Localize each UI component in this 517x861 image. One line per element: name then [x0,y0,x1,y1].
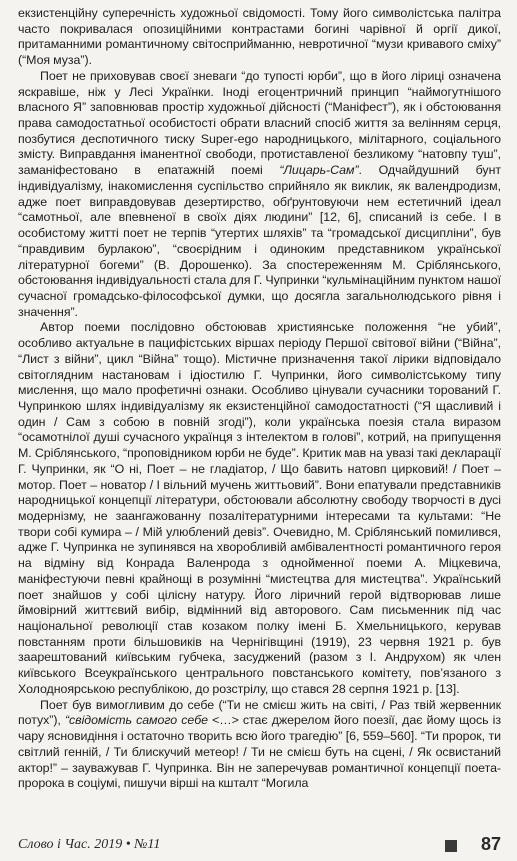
paragraph-4 [18,698,501,792]
square-marker-icon [445,840,457,852]
quote-svidomist: “свідомість самого себе [64,713,208,728]
paragraph-4-text-b: <…> стає джерелом його поезії, дає йому щось із чару ясновидіння і остаточно творить всю його трагедію” [6, 559–560]. “Ти пророк, ти світлий генній, / Ти блискучий метеор! / Ти не смієш буть на сцені, / Як освистаний актор!” – зауважував Г. Чупринка. Він не заперечував романтичної концепції поета-пророка в соціумі, пишучи вірші на кшталт “Могила [18,713,501,791]
paragraph-2-text-b: . Одчайдушний бунт індивідуалізму, інакомислення суспільство сприйняло як виклик, як валендродизм, адже поет виправдовував дезертирство, обґрунтовуючи нем естетичний ідеал “самотньої, але впевненої в своїх діях людини” [12, 6], списаний із себе. І в особистому житті поет не терпів “утертих шляхів” та “громадської дисципліни”, був “правдивим бурлакою”, “своєрідним і одиноким представником української літературної богеми” (В. Дорошенко). За спостереженням М. Сріблянського, обстоювання індивідуальності стала для Г. Чупринки “кульмінаційним пунктом нашої сучасної громадсько-філософської думки, що досягла загальнолюдського рівня і значення”. [18,163,501,319]
paragraph-1-text: екзистенційну суперечність художньої свідомості. Тому його символістська палітра часто покривалася опозиційними контрастами богині чарівної й оргії дикої, притаманними романтичному світосприйманню, невротичної “музи кривавого сміху” (“Моя муза”). [18,6,501,68]
paragraph-3-text: Автор поеми послідовно обстоював християнське положення “не убий”, особливо актуальне в пацифістських віршах періоду Першої світової війни (“Війна”, “Лист з війни”, цикл “Війна” тощо). Містичне призначення такої лірики відповідало світоглядним настановам і ідіостилю Г. Чупринки, його символістському типу мислення, що мало профетичні ознаки. Особливо цінували сучасники торований Г. Чупринкою шлях індивідуалізму як екзистенційної самодостатності (“Я щасливий і один / Сам з собою в повній згоді”), коли українська поезія стала виразом “осамотнілої душі сучасного українця з інтелектом в голові”, котрий, на припущення М. Сріблянського, “проповідником юрби не буде”. Критик мав на увазі такі декларації Г. Чупринки, як “О ні, Поет – не гладіатор, / Що бавить натовп цирковий! / Поет – мотор. Поет – новатор / І вільний мучень життьовий”. Вони епатували представників народницької концепції літератури, обстоювали абсолютну свободу творчості в дусі модернізму, не заангажованну позалітературними інтересами та культами: “Не твори собі кумира – / Мій улюблений девіз”. Очевидно, М. Сріблянський помилився, адже Г. Чупринка не зупинявся на хворобливій амбівалентності романтичного героя на відміну від Конрада Валенрода з однойменної поеми А. Міцкевича, маніфестуючи певні крайнощі в розумінні “мистецтва для мистецтва”. Український поет знайшов у собі цілісну натуру. Його ліричний герой відтворював лише ймовірний життєвий вибір, відмінний від авторового. Сам письменник під час національної революції став козаком полку імені Б. Хмельницького, керував повстанням проти більшовиків на Чернігівщині (1919), 23 червня 1921 р. був заарештований київським губчека, засуджений (разом з І. Андрухом) як член київського Всеукраїнського центрального повстанського комітету, пов’язаного з Холодноярською республікою, до розстрілу, що стався 28 серпня 1921 р. [13]. [18,320,501,696]
page-number: 87 [480,834,501,854]
paragraph-3 [18,320,501,697]
paragraph-2 [18,69,501,321]
poem-title-lytsar-sam: “Лицарь-Сам” [279,163,359,178]
paragraph-2-text-a: Поет не приховував своєї зневаги “до тупості юрби”, що в його ліриці означена яскравіше, ніж у Лесі Українки. Іноді егоцентричний принцип “наймогутнішого власного Я” заповнював простір художньої дійсності (“Маніфест”), як і обстоювання права самодостатньої особистості обрати власний спосіб життя за велінням серця, позбутися деспотичного тиску Super-ego народницького, мілітарного, соціального змісту. Виправдання іманентної свободи, протиставленої безликому “натовпу туш”, заманіфестовано в епатажній поемі [18,68,501,178]
paragraph-4-text-a: Поет був вимогливим до себе (“Ти не смієш жить на світі, / Раз твій жервенник потух”), [18,697,501,728]
page-footer [18,836,501,856]
journal-title: Слово і Час. 2019 • №11 [18,837,161,852]
article-body [18,6,501,818]
paragraph-1 [18,6,501,69]
